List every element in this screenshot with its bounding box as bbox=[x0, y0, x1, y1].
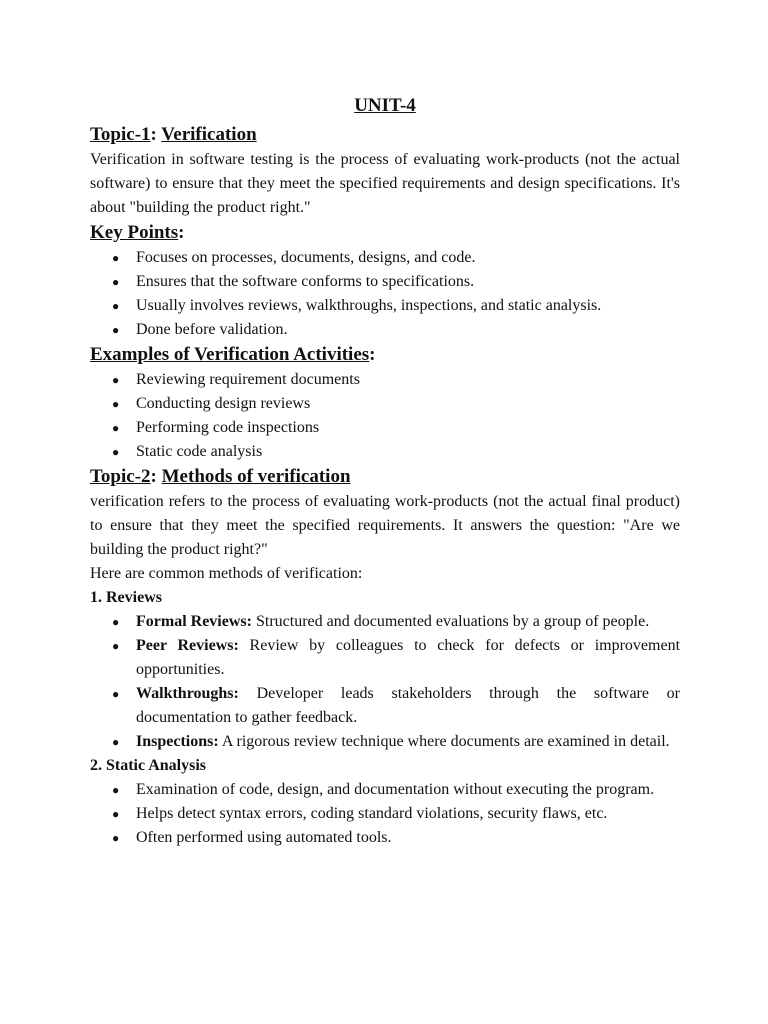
static-analysis-heading: 2. Static Analysis bbox=[90, 757, 207, 774]
bullet-icon: ● bbox=[112, 807, 120, 821]
list-item-text: Often performed using automated tools. bbox=[136, 829, 392, 846]
topic2-paragraph: verification refers to the process of evaluating work-products (not the actual final product) to ensure that they meet the specified requirements. It answers the question: "Are we building the product right?" bbox=[90, 493, 680, 558]
review-text: Developer leads stakeholders through the software or documentation to gather feedback. bbox=[136, 685, 680, 726]
list-item-text: Reviewing requirement documents bbox=[136, 371, 360, 388]
key-points-colon: : bbox=[178, 222, 185, 243]
list-item-text: Conducting design reviews bbox=[136, 395, 311, 412]
bullet-icon: ● bbox=[112, 831, 120, 845]
reviews-heading: 1. Reviews bbox=[90, 589, 162, 606]
list-item bbox=[112, 682, 680, 730]
topic1-colon: : bbox=[150, 124, 157, 145]
bullet-icon: ● bbox=[112, 687, 120, 701]
unit-title: UNIT-4 bbox=[354, 95, 416, 116]
list-item bbox=[112, 270, 680, 294]
list-item bbox=[112, 730, 680, 754]
list-item bbox=[112, 368, 680, 392]
key-points-list bbox=[90, 246, 680, 342]
review-term: Walkthroughs: bbox=[136, 685, 239, 702]
topic1-paragraph: Verification in software testing is the process of evaluating work-products (not the actual software) to ensure that they meet the specified requirements and design specifications. It's about "building the product right." bbox=[90, 151, 680, 216]
document-page bbox=[90, 92, 680, 850]
list-item bbox=[112, 416, 680, 440]
list-item bbox=[112, 778, 680, 802]
examples-heading bbox=[90, 342, 680, 368]
list-item-text: Focuses on processes, documents, designs, and code. bbox=[136, 249, 476, 266]
review-text: A rigorous review technique where documents are examined in detail. bbox=[221, 733, 670, 750]
list-item-text: Ensures that the software conforms to specifications. bbox=[136, 273, 475, 290]
list-item bbox=[112, 246, 680, 270]
topic2-intro: Here are common methods of verification: bbox=[90, 565, 363, 582]
topic2-colon: : bbox=[150, 466, 157, 487]
examples-title: Examples of Verification Activities bbox=[90, 344, 370, 365]
reviews-list bbox=[90, 610, 680, 754]
bullet-icon: ● bbox=[112, 275, 120, 289]
review-term: Formal Reviews: bbox=[136, 613, 252, 630]
list-item-text: Examination of code, design, and documentation without executing the program. bbox=[136, 781, 655, 798]
topic1-title: Verification bbox=[161, 124, 257, 145]
list-item-text: Performing code inspections bbox=[136, 419, 320, 436]
bullet-icon: ● bbox=[112, 421, 120, 435]
bullet-icon: ● bbox=[112, 323, 120, 337]
review-text: Review by colleagues to check for defects or improvement opportunities. bbox=[136, 637, 681, 678]
topic2-heading bbox=[90, 464, 680, 490]
list-item bbox=[112, 318, 680, 342]
bullet-icon: ● bbox=[112, 445, 120, 459]
bullet-icon: ● bbox=[112, 299, 120, 313]
topic2-label: Topic-2 bbox=[90, 466, 151, 487]
examples-list bbox=[90, 368, 680, 464]
review-text: Structured and documented evaluations by a group of people. bbox=[255, 613, 650, 630]
bullet-icon: ● bbox=[112, 373, 120, 387]
bullet-icon: ● bbox=[112, 783, 120, 797]
key-points-heading bbox=[90, 220, 680, 246]
list-item bbox=[112, 392, 680, 416]
list-item-text: Helps detect syntax errors, coding standard violations, security flaws, etc. bbox=[136, 805, 608, 822]
topic1-heading bbox=[90, 122, 680, 148]
review-term: Peer Reviews: bbox=[136, 637, 239, 654]
list-item-text: Done before validation. bbox=[136, 321, 288, 338]
list-item bbox=[112, 294, 680, 318]
list-item bbox=[112, 802, 680, 826]
list-item bbox=[112, 826, 680, 850]
examples-colon: : bbox=[369, 344, 376, 365]
topic1-label: Topic-1 bbox=[90, 124, 151, 145]
list-item bbox=[112, 440, 680, 464]
key-points-title: Key Points bbox=[90, 222, 179, 243]
bullet-icon: ● bbox=[112, 615, 120, 629]
static-analysis-list bbox=[90, 778, 680, 850]
list-item bbox=[112, 610, 680, 634]
bullet-icon: ● bbox=[112, 735, 120, 749]
bullet-icon: ● bbox=[112, 251, 120, 265]
bullet-icon: ● bbox=[112, 639, 120, 653]
list-item bbox=[112, 634, 681, 682]
review-term: Inspections: bbox=[136, 733, 219, 750]
list-item-text: Usually involves reviews, walkthroughs, inspections, and static analysis. bbox=[136, 297, 602, 314]
list-item-text: Static code analysis bbox=[136, 443, 263, 460]
bullet-icon: ● bbox=[112, 397, 120, 411]
topic2-title: Methods of verification bbox=[161, 466, 351, 487]
